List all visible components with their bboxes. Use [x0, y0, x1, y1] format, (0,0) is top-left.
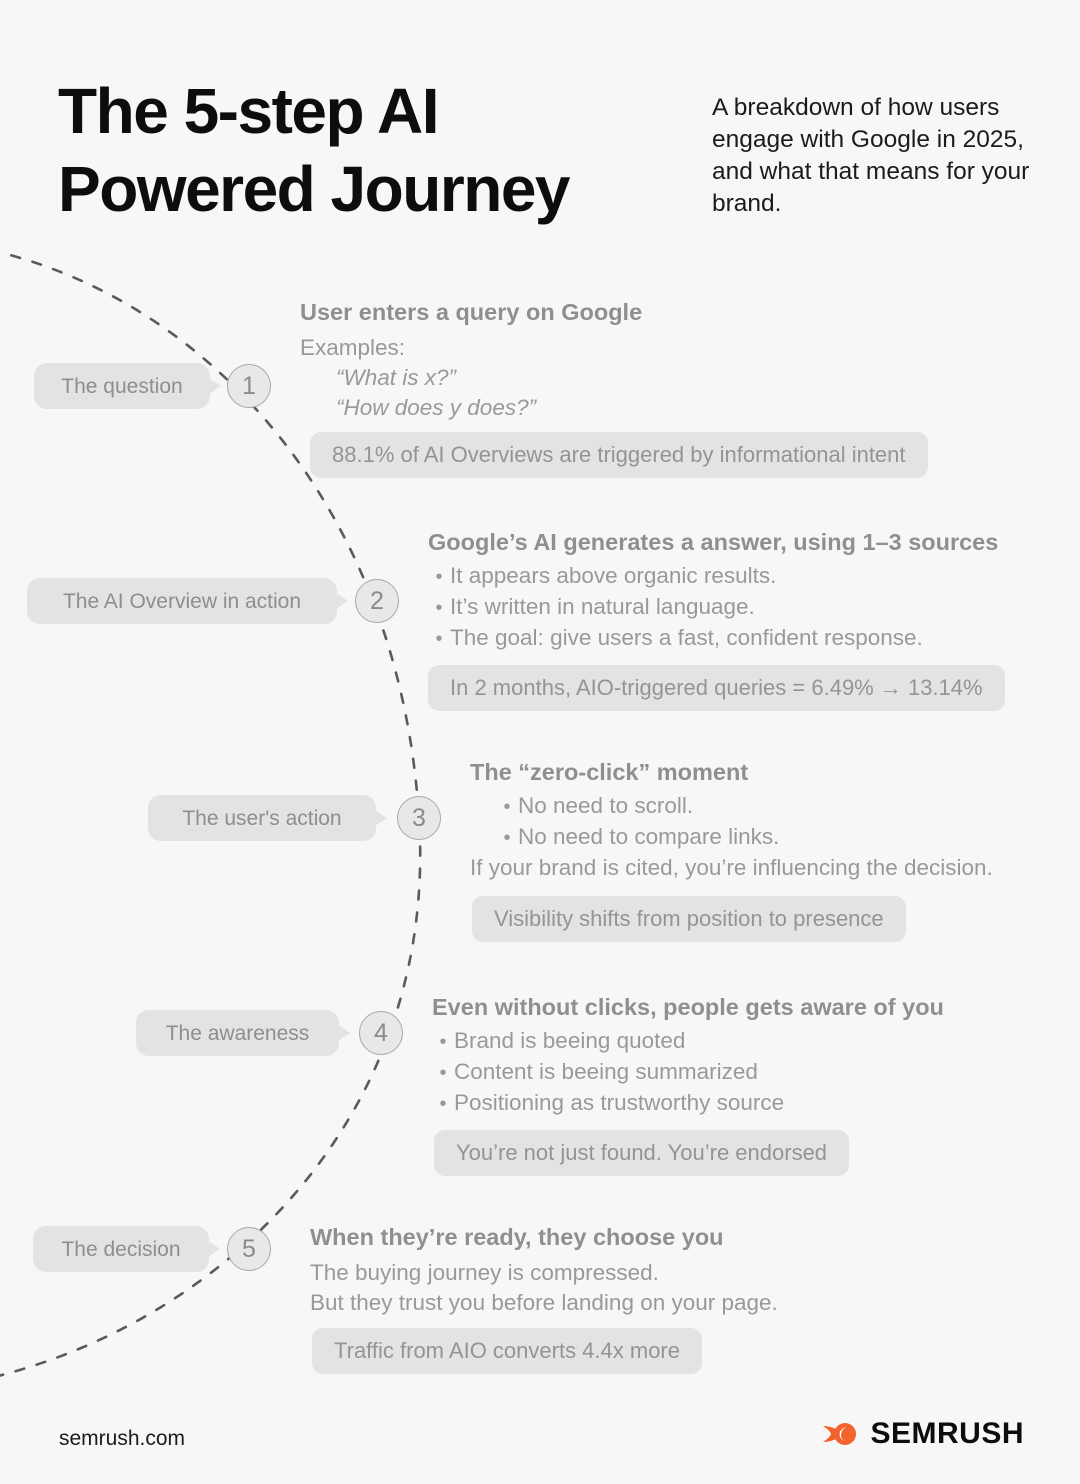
step-line-1-2: “How does y does?”: [336, 395, 537, 421]
pill-tail-icon-3: [375, 810, 387, 826]
step-pill-1[interactable]: [34, 363, 210, 409]
step-bullet-3-1: [470, 822, 993, 853]
bullet-dot-icon: •: [435, 597, 443, 620]
bullet-dot-icon: •: [439, 1062, 447, 1085]
step-pill-label-4: The awareness: [165, 1021, 310, 1045]
step-bullet-text-2-0: It appears above organic results.: [450, 563, 777, 589]
step-pill-label-5: The decision: [61, 1237, 181, 1261]
pill-tail-icon-5: [208, 1241, 220, 1257]
step-line-5-0: The buying journey is compressed.: [310, 1260, 659, 1286]
step-bullet-2-1: [428, 592, 998, 623]
step-bullet-text-4-0: Brand is beeing quoted: [454, 1028, 686, 1054]
step-heading-1: User enters a query on Google: [300, 299, 643, 325]
step-bullet-text-2-1: It’s written in natural language.: [450, 594, 755, 620]
step-bullet-text-4-2: Positioning as trustworthy source: [454, 1090, 785, 1116]
step-stat-1: 88.1% of AI Overviews are triggered by informational intent: [310, 432, 928, 478]
step-body-2: [428, 528, 998, 654]
step-body-3: [470, 758, 993, 883]
step-stat-5: Traffic from AIO converts 4.4x more: [312, 1328, 702, 1374]
step-number-4: 4: [359, 1011, 403, 1055]
pill-tail-icon-4: [338, 1025, 350, 1041]
step-body-4: [432, 993, 944, 1119]
step-number-3: 3: [397, 796, 441, 840]
step-stat-4: You’re not just found. You’re endorsed: [434, 1130, 849, 1176]
step-heading-2: Google’s AI generates a answer, using 1–3 sources: [428, 529, 999, 555]
semrush-comet-icon: [821, 1418, 861, 1450]
step-line-5-1: But they trust you before landing on your page.: [310, 1290, 778, 1316]
bullet-dot-icon: •: [439, 1093, 447, 1116]
step-pill-2[interactable]: [27, 578, 337, 624]
step-body-1: [300, 298, 642, 423]
bullet-dot-icon: •: [503, 796, 511, 819]
step-bullet-4-0: [432, 1026, 944, 1057]
step-pill-4[interactable]: [136, 1010, 339, 1056]
step-heading-3: The “zero-click” moment: [470, 759, 749, 785]
semrush-wordmark: SEMRUSH: [870, 1417, 1024, 1450]
step-stat-3: Visibility shifts from position to presence: [472, 896, 906, 942]
step-bullet-4-2: [432, 1088, 944, 1119]
footer-url[interactable]: semrush.com: [59, 1427, 186, 1450]
step-bullet-2-2: [428, 623, 998, 654]
step-number-2: 2: [355, 579, 399, 623]
pill-tail-icon-2: [336, 593, 348, 609]
page-subtitle: A breakdown of how users engage with Google in 2025, and what that means for your brand.: [712, 94, 1030, 217]
step-bullet-3-0: [470, 791, 993, 822]
step-bullet-text-3-1: No need to compare links.: [518, 824, 780, 850]
step-bullet-4-1: [432, 1057, 944, 1088]
step-bullet-text-4-1: Content is beeing summarized: [454, 1059, 758, 1085]
step-bullet-text-3-0: No need to scroll.: [518, 793, 694, 819]
step-pill-label-1: The question: [61, 374, 183, 398]
page-title-line-1: The 5-step AI: [58, 75, 438, 147]
step-line-1-0: Examples:: [300, 335, 406, 361]
pill-tail-icon-1: [209, 378, 221, 394]
step-pill-label-3: The user's action: [182, 806, 342, 830]
step-bullet-2-0: [428, 561, 998, 592]
bullet-dot-icon: •: [435, 628, 443, 651]
step-heading-5: When they’re ready, they choose you: [310, 1224, 724, 1250]
page-title-line-2: Powered Journey: [58, 153, 569, 225]
semrush-logo[interactable]: [821, 1418, 1024, 1450]
step-heading-4: Even without clicks, people gets aware of you: [432, 994, 944, 1020]
step-line-1-1: “What is x?”: [336, 365, 457, 391]
step-bullet-text-2-2: The goal: give users a fast, confident response.: [450, 625, 923, 651]
step-stat-2: In 2 months, AIO-triggered queries = 6.49% → 13.14%: [428, 665, 1005, 711]
step-pill-3[interactable]: [148, 795, 376, 841]
step-pill-5[interactable]: [33, 1226, 209, 1272]
bullet-dot-icon: •: [503, 827, 511, 850]
page-title: [58, 72, 698, 228]
step-line-3-0: If your brand is cited, you’re influencing the decision.: [470, 855, 993, 881]
bullet-dot-icon: •: [439, 1031, 447, 1054]
bullet-dot-icon: •: [435, 566, 443, 589]
step-body-5: [310, 1223, 778, 1318]
step-pill-label-2: The AI Overview in action: [62, 589, 302, 613]
step-number-1: 1: [227, 364, 271, 408]
step-number-5: 5: [227, 1227, 271, 1271]
